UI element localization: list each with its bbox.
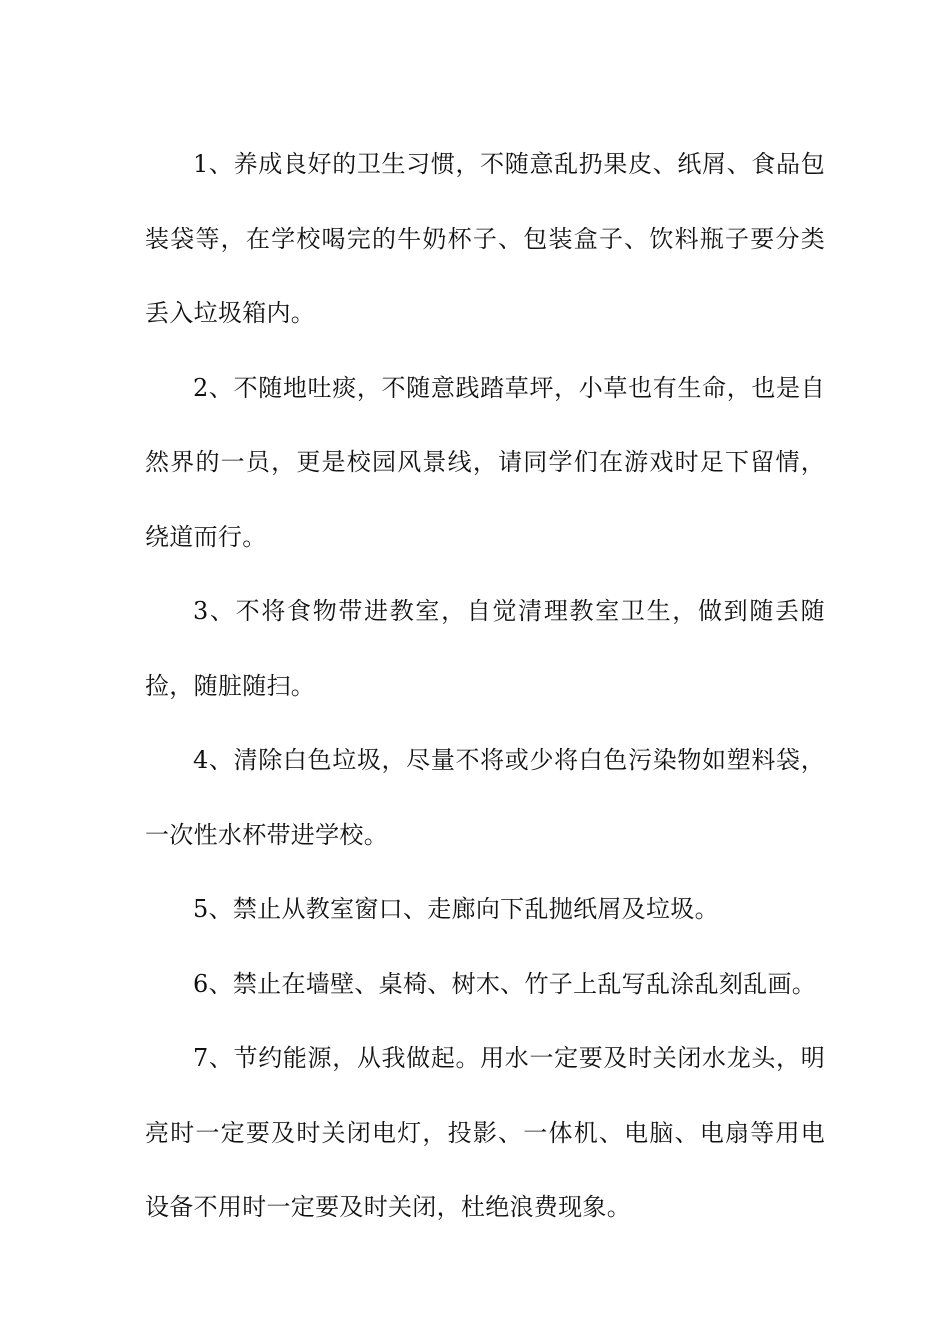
paragraph-2: 2、不随地吐痰，不随意践踏草坪，小草也有生命，也是自然界的一员，更是校园风景线，请同学们在游戏时足下留情，绕道而行。 (145, 373, 825, 551)
paragraph-6: 6、禁止在墙壁、桌椅、树木、竹子上乱写乱涂乱刻乱画。 (193, 969, 817, 998)
paragraph-4: 4、清除白色垃圾，尽量不将或少将白色污染物如塑料袋，一次性水杯带进学校。 (145, 746, 825, 849)
document-body (145, 127, 825, 1245)
paragraph-3: 3、不将食物带进教室，自觉清理教室卫生，做到随丢随捡，随脏随扫。 (145, 597, 825, 700)
paragraph-1: 1、养成良好的卫生习惯，不随意乱扔果皮、纸屑、食品包装袋等，在学校喝完的牛奶杯子、包装盒子、饮料瓶子要分类丢入垃圾箱内。 (145, 150, 825, 327)
paragraph-7: 7、节约能源，从我做起。用水一定要及时关闭水龙头，明亮时一定要及时关闭电灯，投影、一体机、电脑、电扇等用电设备不用时一定要及时关闭，杜绝浪费现象。 (145, 1044, 825, 1221)
paragraph-5: 5、禁止从教室窗口、走廊向下乱抛纸屑及垃圾。 (193, 895, 719, 923)
